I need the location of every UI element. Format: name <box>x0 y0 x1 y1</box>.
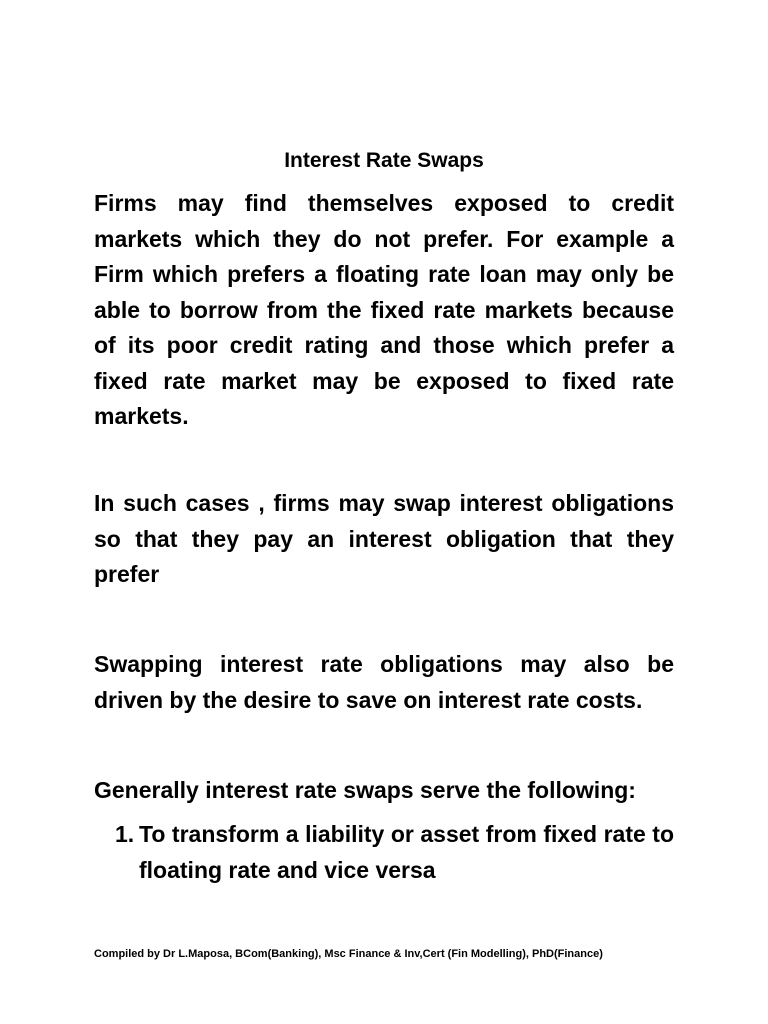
paragraph-list-intro: Generally interest rate swaps serve the following: <box>94 777 636 803</box>
footer-credit: Compiled by Dr L.Maposa, BCom(Banking), Msc Finance & Inv,Cert (Fin Modelling), PhD(Finance) <box>94 948 603 960</box>
paragraph-credit-markets: Firms may find themselves exposed to credit markets which they do not prefer. For example a Firm which prefers a floating rate loan may only be able to borrow from the fixed rate markets because of its poor credit rating and those which prefer a fixed rate market may be exposed to fixed rate markets. <box>94 190 674 429</box>
list-item <box>94 817 674 888</box>
paragraph-swap-obligations: In such cases , firms may swap interest obligations so that they pay an interest obligation that they prefer <box>94 490 674 587</box>
numbered-list <box>94 817 674 888</box>
page-title: Interest Rate Swaps <box>284 149 484 172</box>
list-item-text: To transform a liability or asset from fixed rate to floating rate and vice versa <box>139 821 674 883</box>
list-item-number: 1. <box>115 821 135 847</box>
paragraph-save-costs: Swapping interest rate obligations may also be driven by the desire to save on interest rate costs. <box>94 651 674 713</box>
